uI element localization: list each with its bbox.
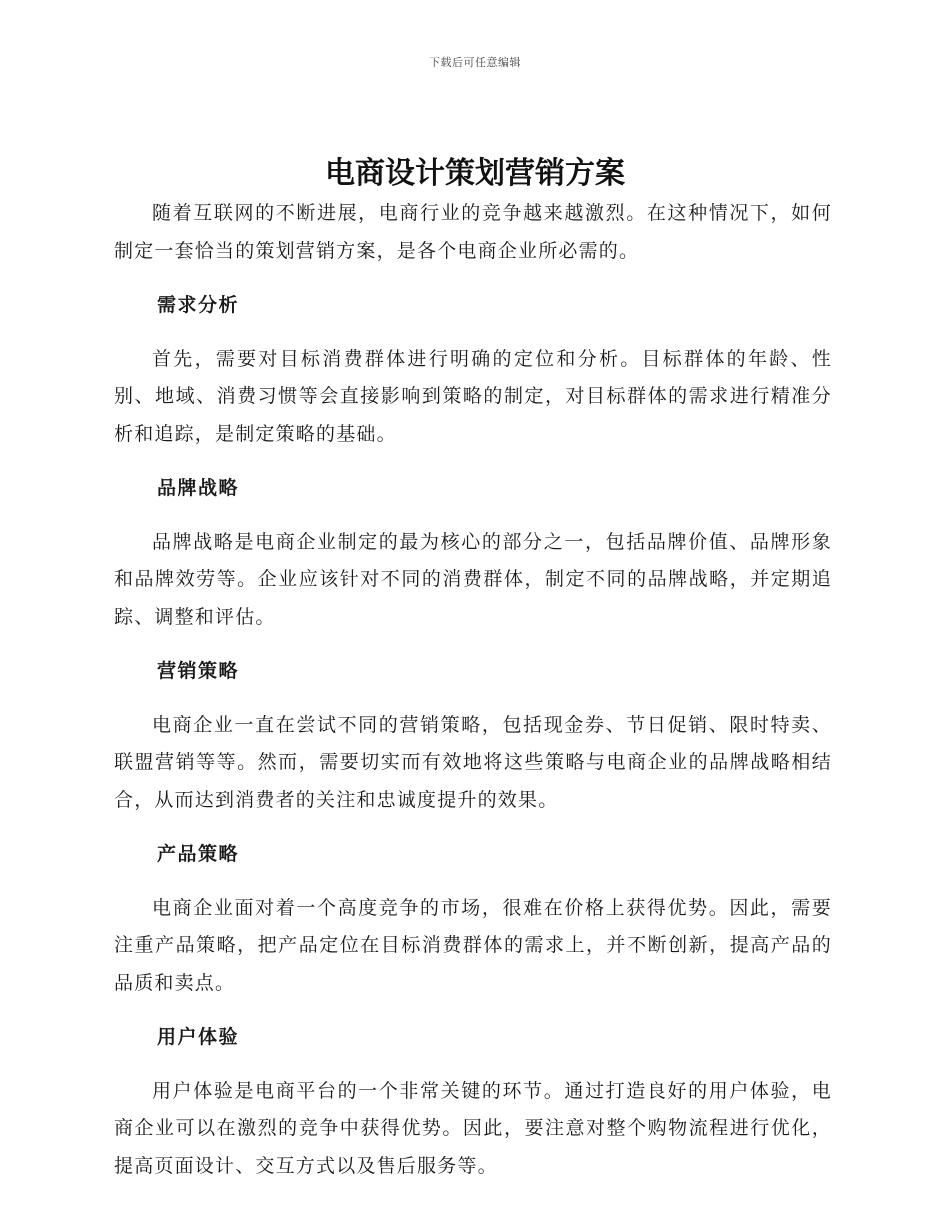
section-heading: 需求分析 [157,294,240,316]
section-brand-strategy [114,470,832,636]
section-product-strategy [114,836,832,1002]
section-heading: 产品策略 [157,843,240,865]
section-demand-analysis [114,287,832,453]
section-marketing-strategy [114,653,832,819]
section-paragraph: 电商企业面对着一个高度竞争的市场，很难在价格上获得优势。因此，需要注重产品策略，把产品定位在目标消费群体的需求上，并不断创新，提高产品的品质和卖点。 [114,896,832,994]
page-header-note: 下载后可任意编辑 [429,56,521,69]
section-paragraph: 首先，需要对目标消费群体进行明确的定位和分析。目标群体的年龄、性别、地域、消费习惯等会直接影响到策略的制定，对目标群体的需求进行精准分析和追踪，是制定策略的基础。 [114,347,832,445]
section-paragraph: 品牌战略是电商企业制定的最为核心的部分之一，包括品牌价值、品牌形象和品牌效劳等。企业应该针对不同的消费群体，制定不同的品牌战略，并定期追踪、调整和评估。 [114,530,832,628]
section-paragraph: 电商企业一直在尝试不同的营销策略，包括现金券、节日促销、限时特卖、联盟营销等等。然而，需要切实而有效地将这些策略与电商企业的品牌战略相结合，从而达到消费者的关注和忠诚度提升的效果。 [114,713,832,811]
section-user-experience [114,1019,832,1185]
intro-paragraph: 随着互联网的不断进展，电商行业的竞争越来越激烈。在这种情况下，如何制定一套恰当的策划营销方案，是各个电商企业所必需的。 [114,202,832,262]
section-paragraph: 用户体验是电商平台的一个非常关键的环节。通过打造良好的用户体验，电商企业可以在激烈的竞争中获得优势。因此，要注意对整个购物流程进行优化，提高页面设计、交互方式以及售后服务等。 [114,1079,832,1177]
document-title: 电商设计策划营销方案 [325,156,625,191]
document-body [114,195,832,1185]
section-heading: 用户体验 [157,1026,240,1048]
section-heading: 品牌战略 [157,477,240,499]
section-heading: 营销策略 [157,660,240,682]
